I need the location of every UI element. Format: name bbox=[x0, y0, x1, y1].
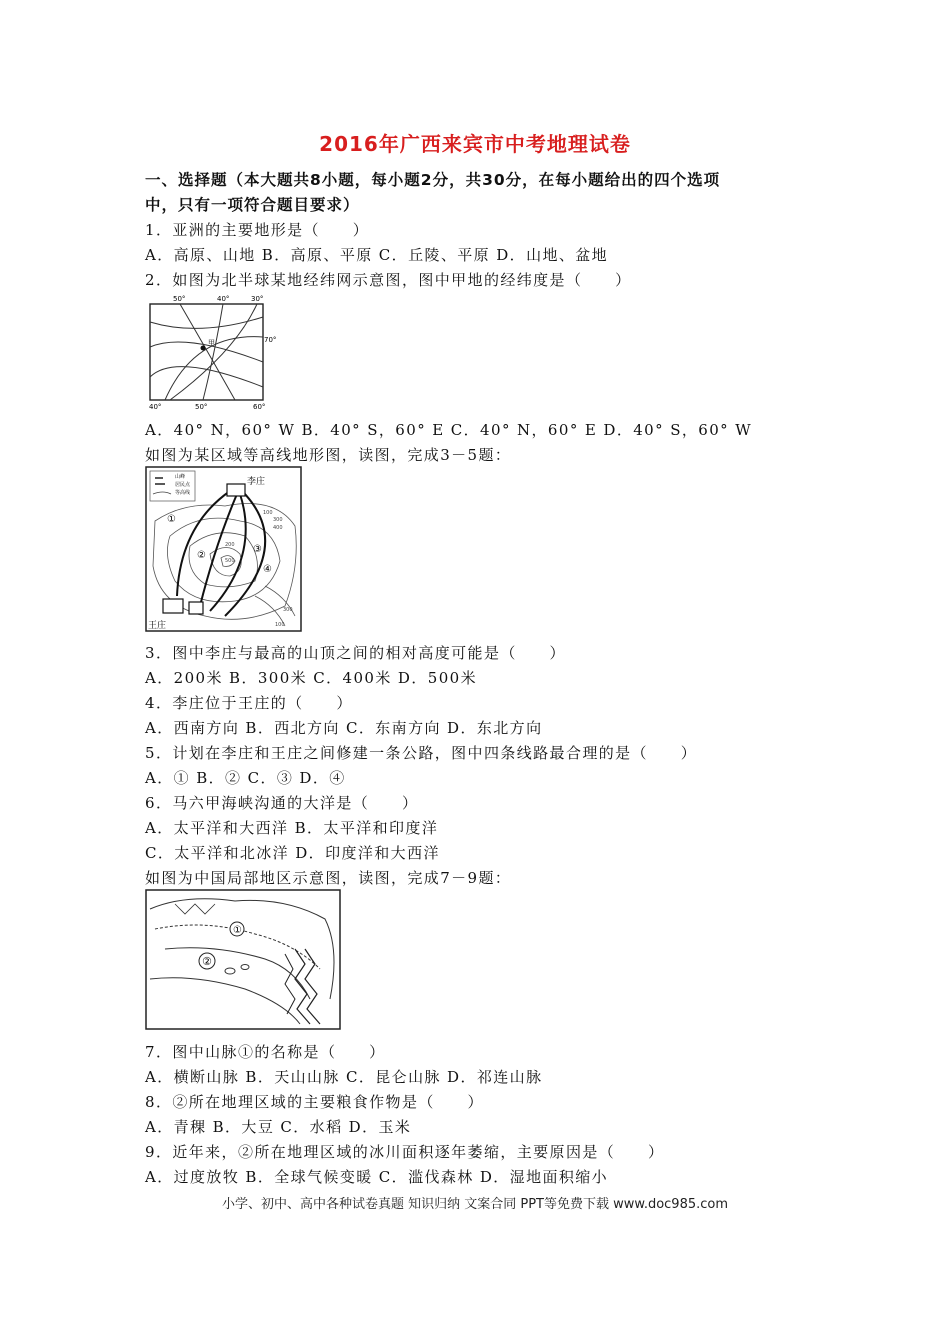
q6-stem: 6．马六甲海峡沟通的大洋是（ ） bbox=[145, 794, 419, 812]
contour-label: 100 bbox=[263, 510, 273, 516]
right-label: 70° bbox=[264, 336, 277, 344]
intro-3-5: 如图为某区域等高线地形图，读图，完成3－5题： bbox=[145, 446, 512, 464]
q5-stem: 5．计划在李庄和王庄之间修建一条公路，图中四条线路最合理的是（ ） bbox=[145, 744, 698, 762]
bottom-label: 60° bbox=[253, 403, 266, 411]
bottom-label: 50° bbox=[195, 403, 208, 411]
contour-map-figure bbox=[145, 466, 302, 632]
contour-label: 200 bbox=[225, 542, 235, 548]
village-south: 王庄 bbox=[148, 621, 167, 631]
q4-options: A．西南方向 B．西北方向 C．东南方向 D．东北方向 bbox=[145, 719, 543, 737]
village-north: 李庄 bbox=[247, 477, 266, 487]
q6-options-1: A．太平洋和大西洋 B．太平洋和印度洋 bbox=[145, 819, 439, 837]
page-title: 2016年广西来宾市中考地理试卷 bbox=[319, 132, 631, 156]
legend-item: 居民点 bbox=[175, 482, 191, 488]
q2-options: A．40° N，60° W B．40° S，60° E C．40° N，60° E D．40° S，60° W bbox=[145, 421, 753, 439]
top-label: 40° bbox=[217, 295, 230, 303]
bottom-label: 40° bbox=[149, 403, 162, 411]
legend-item: 等高线 bbox=[175, 490, 191, 496]
route-label: ① bbox=[167, 514, 176, 525]
q7-stem: 7．图中山脉①的名称是（ ） bbox=[145, 1043, 386, 1061]
route-label: ② bbox=[197, 550, 206, 561]
q4-stem: 4．李庄位于王庄的（ ） bbox=[145, 694, 353, 712]
china-region-map-figure bbox=[145, 889, 341, 1030]
q9-options: A．过度放牧 B．全球气候变暖 C．滥伐森林 D．湿地面积缩小 bbox=[145, 1168, 609, 1186]
q6-options-2: C．太平洋和北冰洋 D．印度洋和大西洋 bbox=[145, 844, 440, 862]
q2-stem: 2．如图为北半球某地经纬网示意图，图中甲地的经纬度是（ ） bbox=[145, 271, 632, 289]
map-label-1: ① bbox=[233, 925, 242, 936]
intro-7-9: 如图为中国局部地区示意图，读图，完成7－9题： bbox=[145, 869, 512, 887]
contour-label: 500 bbox=[225, 558, 235, 564]
footer-link[interactable]: 小学、初中、高中各种试卷真题 知识归纳 文案合同 PPT等免费下载 www.doc985.com bbox=[221, 1197, 729, 1212]
route-label: ③ bbox=[253, 544, 262, 555]
contour-label: 100 bbox=[275, 622, 285, 628]
q8-stem: 8．②所在地理区域的主要粮食作物是（ ） bbox=[145, 1093, 484, 1111]
graticule-map-figure bbox=[145, 292, 275, 410]
point-label: 甲 bbox=[208, 339, 215, 347]
contour-label: 400 bbox=[273, 525, 283, 531]
q9-stem: 9．近年来，②所在地理区域的冰川面积逐年萎缩，主要原因是（ ） bbox=[145, 1143, 665, 1161]
q1-options: A．高原、山地 B．高原、平原 C．丘陵、平原 D．山地、盆地 bbox=[145, 246, 609, 264]
contour-label: 300 bbox=[283, 607, 293, 613]
contour-label: 300 bbox=[273, 517, 283, 523]
top-label: 50° bbox=[173, 295, 186, 303]
section-heading-cont: 中，只有一项符合题目要求） bbox=[145, 196, 360, 214]
q1-stem: 1．亚洲的主要地形是（ ） bbox=[145, 221, 370, 239]
route-label: ④ bbox=[263, 564, 272, 575]
q7-options: A．横断山脉 B．天山山脉 C．昆仑山脉 D．祁连山脉 bbox=[145, 1068, 543, 1086]
top-label: 30° bbox=[251, 295, 264, 303]
section-heading: 一、选择题（本大题共8小题，每小题2分，共30分，在每小题给出的四个选项 bbox=[145, 171, 721, 189]
q3-options: A．200米 B．300米 C．400米 D．500米 bbox=[145, 669, 477, 687]
q5-options: A．① B．② C．③ D．④ bbox=[145, 769, 346, 787]
map-label-2: ② bbox=[202, 955, 212, 968]
q3-stem: 3．图中李庄与最高的山顶之间的相对高度可能是（ ） bbox=[145, 644, 566, 662]
legend-item: 山峰 bbox=[175, 474, 186, 480]
q8-options: A．青稞 B．大豆 C．水稻 D．玉米 bbox=[145, 1118, 412, 1136]
